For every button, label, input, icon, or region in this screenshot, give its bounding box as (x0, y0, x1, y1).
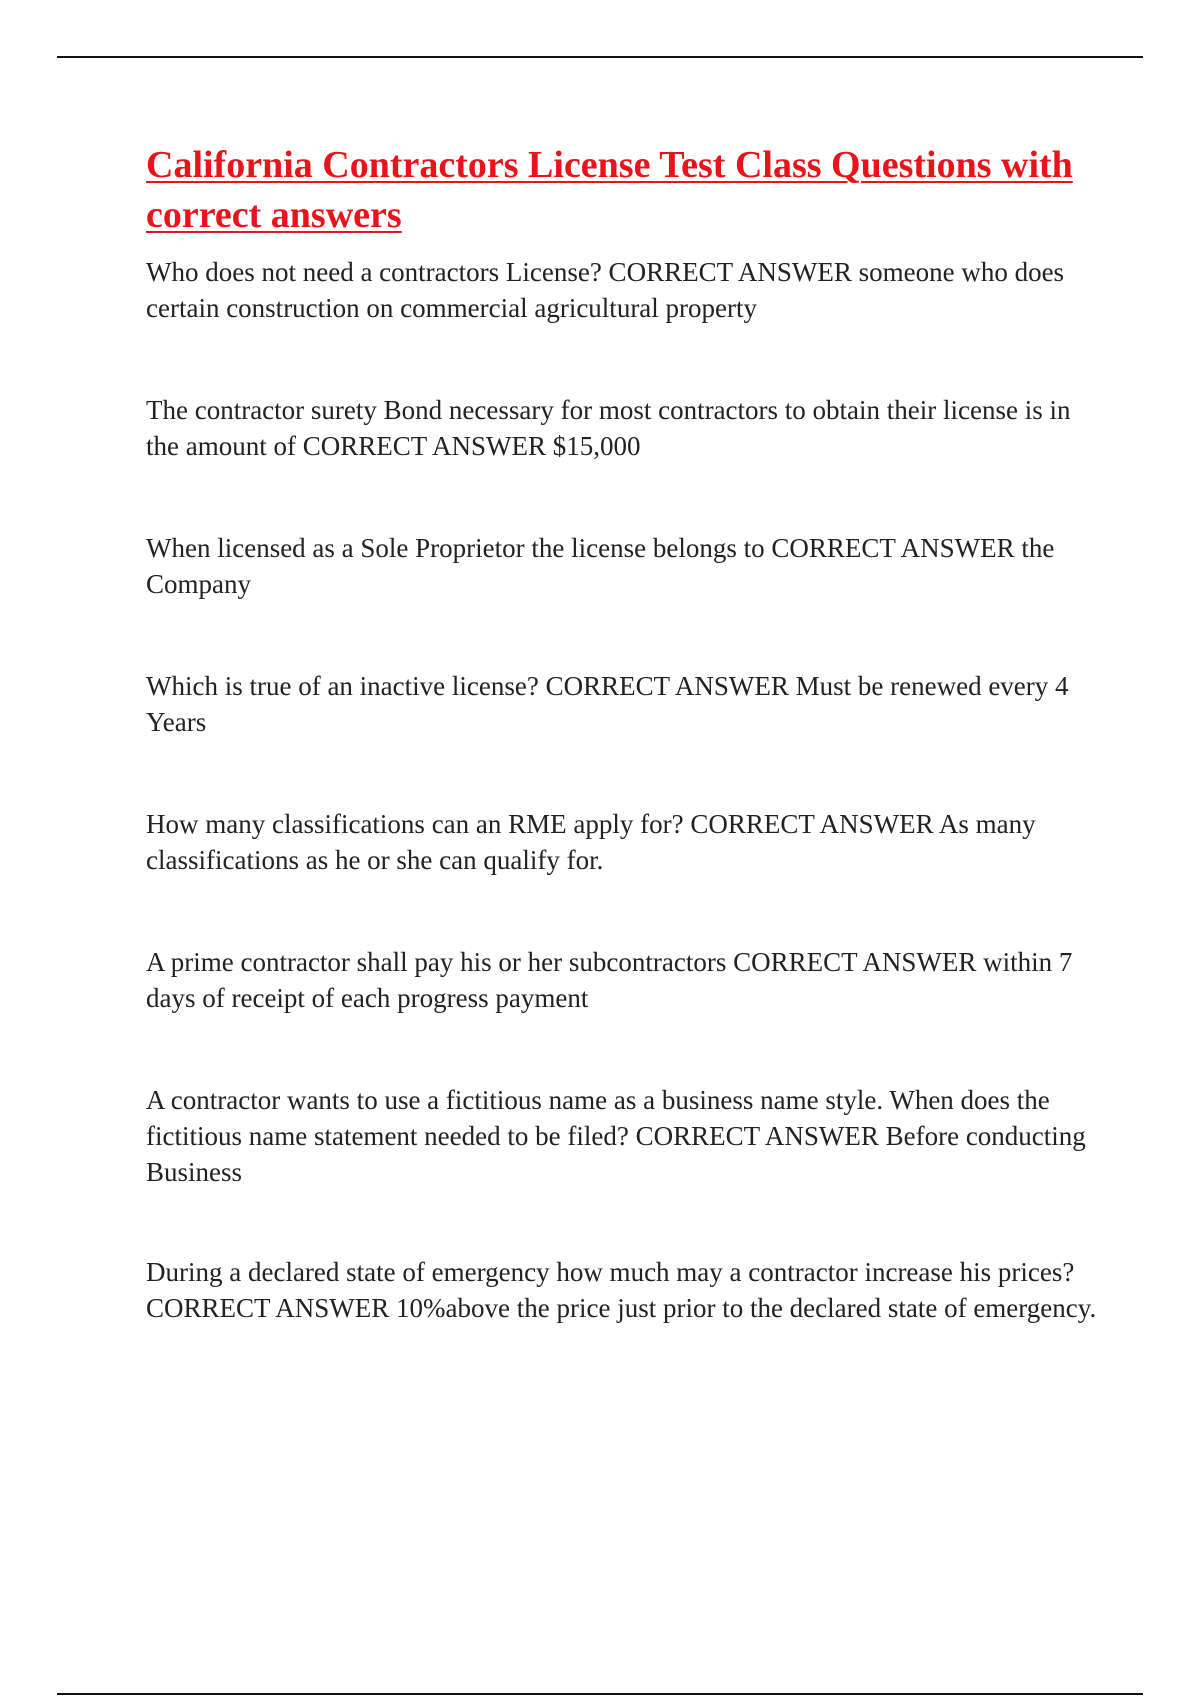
qa-list (146, 254, 1106, 1426)
qa-item: The contractor surety Bond necessary for most contractors to obtain their license is in the amount of CORRECT ANSWER $15,000 (146, 395, 1071, 461)
qa-item: A prime contractor shall pay his or her subcontractors CORRECT ANSWER within 7 days of receipt of each progress payment (146, 947, 1073, 1013)
top-divider (57, 56, 1143, 58)
qa-item: When licensed as a Sole Proprietor the license belongs to CORRECT ANSWER the Company (146, 533, 1055, 599)
qa-item: How many classifications can an RME apply for? CORRECT ANSWER As many classifications as he or she can qualify for. (146, 809, 1036, 875)
document-body (146, 140, 1106, 1426)
qa-item: A contractor wants to use a fictitious name as a business name style. When does the fictitious name statement needed to be filed? CORRECT ANSWER Before conducting Business (146, 1085, 1086, 1187)
qa-item: During a declared state of emergency how much may a contractor increase his prices? CORRECT ANSWER 10%above the price just prior to the declared state of emergency. (146, 1257, 1097, 1323)
document-title: California Contractors License Test Class Questions with correct answers (146, 144, 1073, 236)
qa-item: Which is true of an inactive license? CORRECT ANSWER Must be renewed every 4 Years (146, 671, 1069, 737)
bottom-divider (57, 1693, 1143, 1695)
qa-item: Who does not need a contractors License? CORRECT ANSWER someone who does certain construction on commercial agricultural property (146, 257, 1065, 323)
